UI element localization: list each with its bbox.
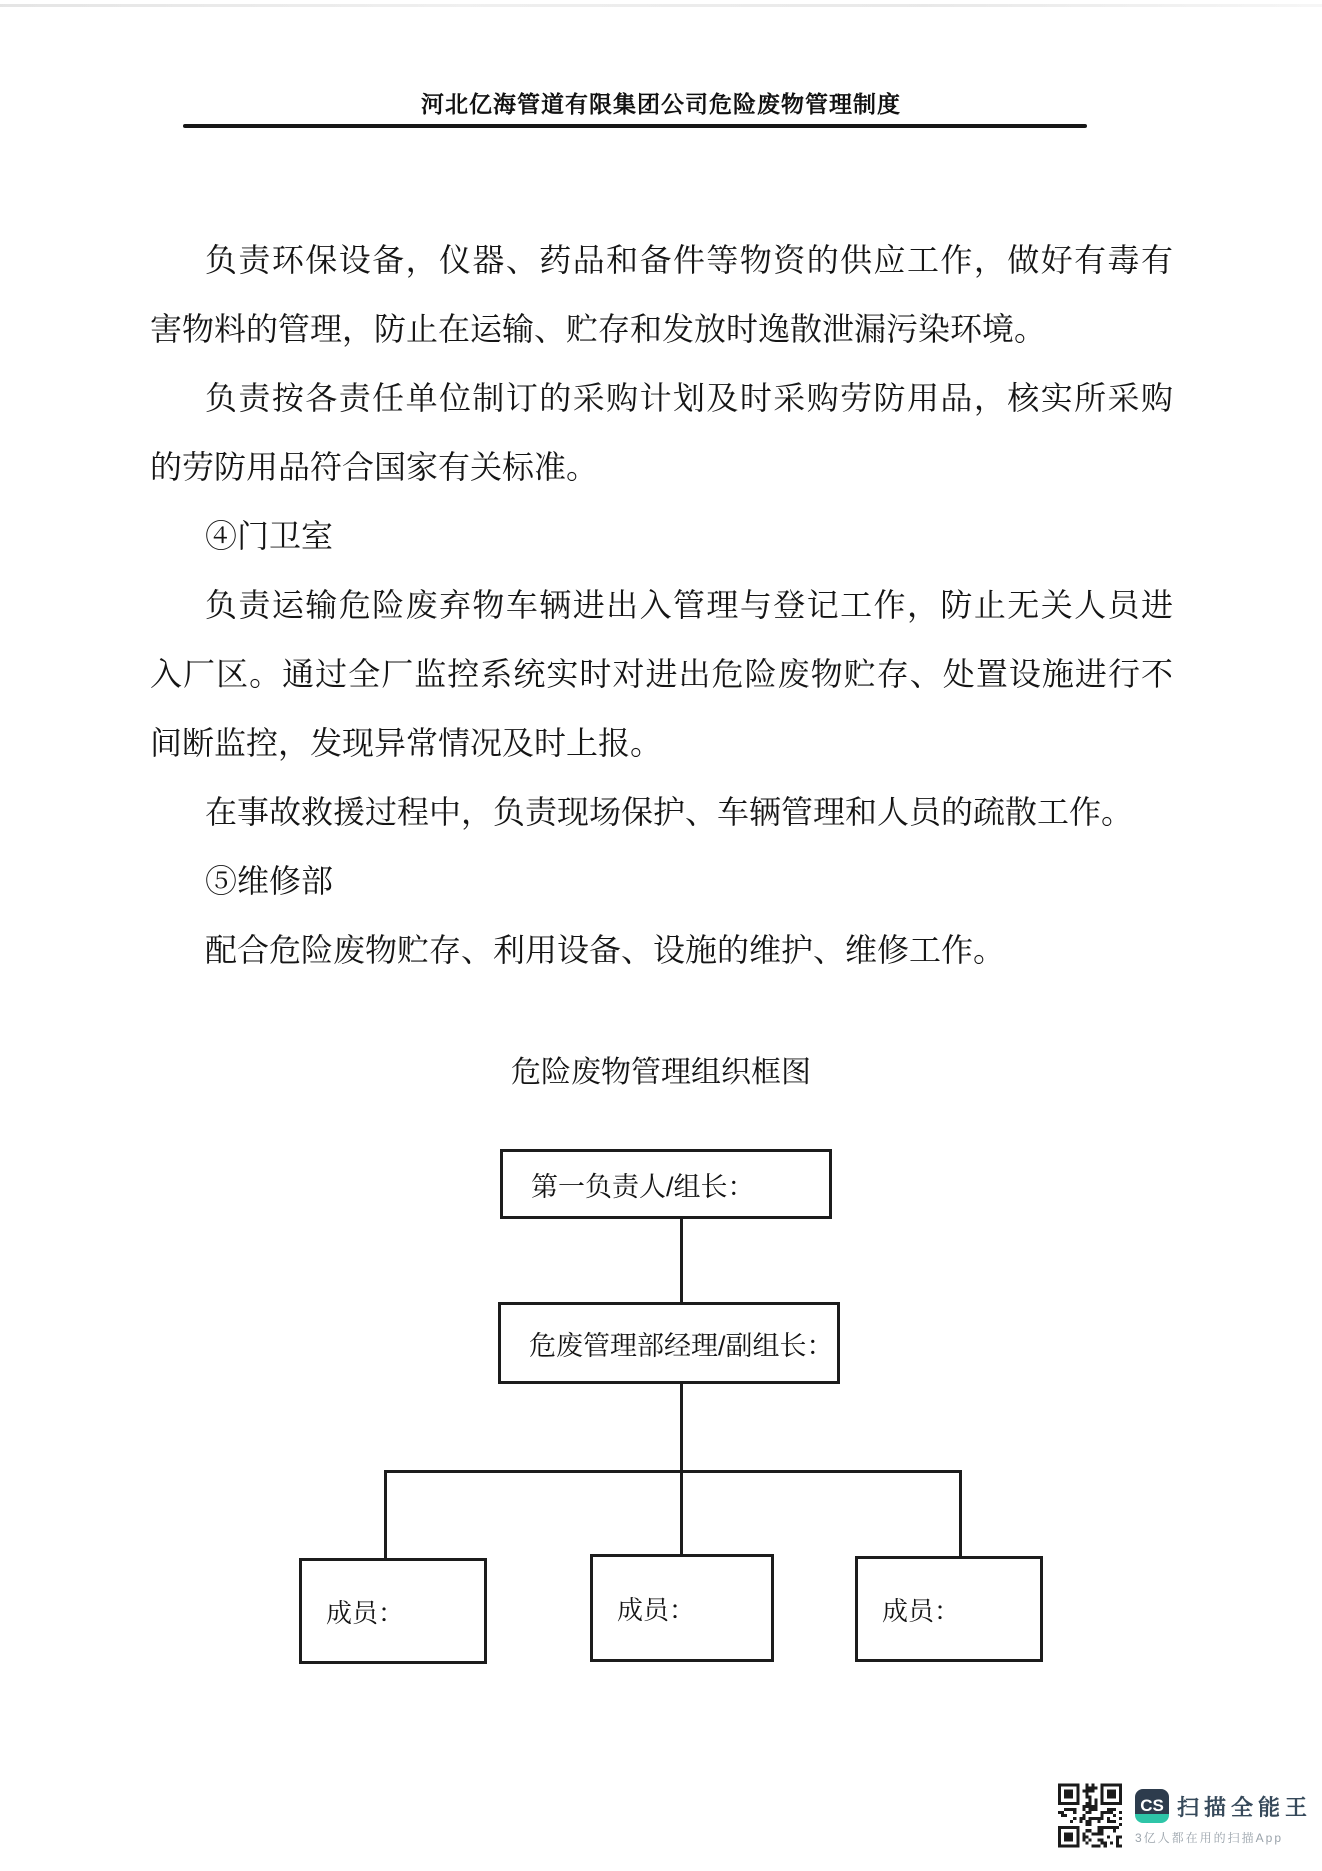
body-line: ⑤维修部 — [205, 863, 334, 899]
org-box-member-3 — [855, 1556, 1043, 1662]
connector-horizontal-bus — [384, 1470, 962, 1473]
org-box-deputy-label: 危废管理部经理/副组长： — [529, 1330, 834, 1361]
body-line: 负责环保设备，仪器、药品和备件等物资的供应工作，做好有毒有 — [205, 242, 1173, 278]
header-rule — [183, 124, 1087, 128]
body-line: ④门卫室 — [205, 518, 334, 554]
body-line: 在事故救援过程中，负责现场保护、车辆管理和人员的疏散工作。 — [205, 794, 1134, 830]
scanner-brand-name: 扫描全能王 — [1177, 1795, 1313, 1820]
connector-leader-deputy — [680, 1219, 683, 1302]
org-box-member-2 — [590, 1554, 774, 1662]
scanner-watermark — [1058, 1783, 1313, 1849]
scan-artifact-streak — [0, 4, 1322, 7]
body-line: 的劳防用品符合国家有关标准。 — [150, 449, 599, 485]
body-line: 配合危险废物贮存、利用设备、设施的维护、维修工作。 — [205, 932, 1006, 968]
qr-code-icon — [1058, 1783, 1122, 1848]
connector-drop-member-3 — [959, 1470, 962, 1560]
org-box-member-3-label: 成员： — [882, 1595, 961, 1626]
org-box-member-1 — [299, 1558, 487, 1664]
body-line: 负责按各责任单位制订的采购计划及时采购劳防用品，核实所采购 — [205, 380, 1173, 416]
body-line: 负责运输危险废弃物车辆进出入管理与登记工作，防止无关人员进 — [205, 587, 1173, 623]
body-line: 入厂区。通过全厂监控系统实时对进出危险废物贮存、处置设施进行不 — [150, 656, 1173, 692]
connector-drop-member-2 — [680, 1470, 683, 1558]
org-box-deputy — [498, 1302, 840, 1384]
body-line: 害物料的管理，防止在运输、贮存和发放时逸散泄漏污染环境。 — [150, 311, 1047, 347]
scanner-tagline: 3亿人都在用的扫描App — [1135, 1831, 1284, 1845]
org-box-leader-label: 第一负责人/组长： — [531, 1171, 755, 1202]
body-line: 间断监控，发现异常情况及时上报。 — [150, 725, 663, 761]
camscanner-badge-label: CS — [1140, 1796, 1164, 1815]
org-box-member-2-label: 成员： — [617, 1594, 696, 1625]
header-title: 河北亿海管道有限集团公司危险废物管理制度 — [421, 91, 901, 117]
body-text — [150, 226, 1173, 985]
camscanner-badge-icon — [1135, 1789, 1169, 1823]
org-box-member-1-label: 成员： — [326, 1597, 405, 1628]
connector-drop-member-1 — [384, 1470, 387, 1562]
org-box-leader — [500, 1149, 832, 1219]
connector-deputy-bus — [680, 1384, 683, 1470]
document-header — [0, 86, 1322, 119]
org-chart-title: 危险废物管理组织框图 — [511, 1056, 811, 1089]
